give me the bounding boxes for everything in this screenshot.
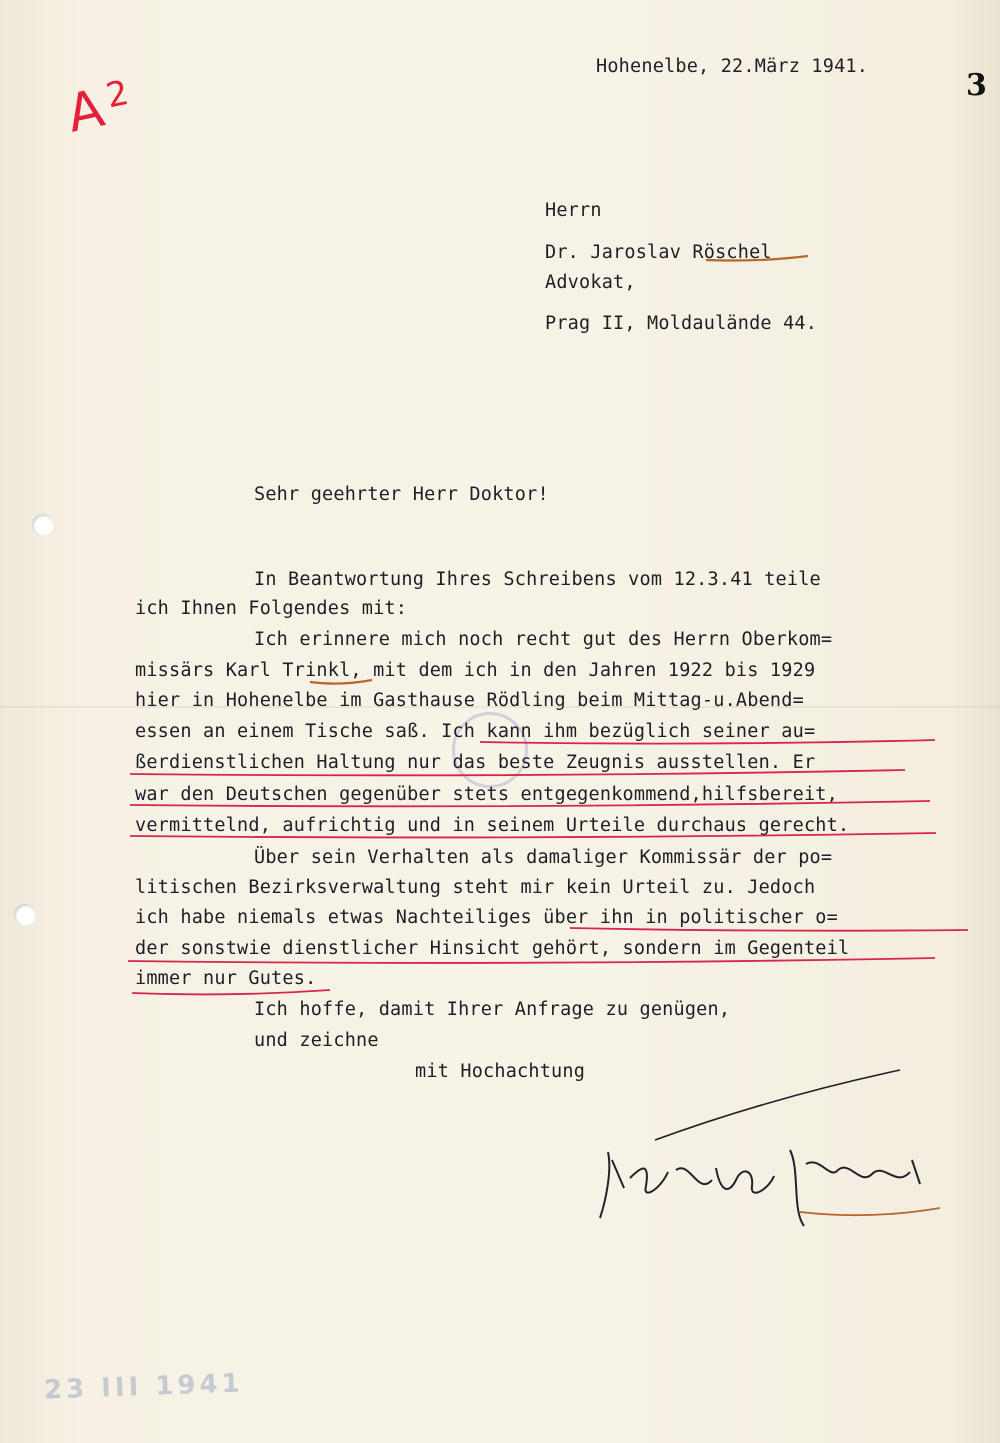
red-annotation-number: 2 <box>102 72 133 117</box>
underline-name <box>706 256 808 261</box>
underline-red <box>128 958 935 963</box>
recipient-profession: Advokat, <box>545 272 636 293</box>
greeting: Sehr geehrter Herr Doktor! <box>254 484 549 505</box>
underline-red <box>570 928 968 931</box>
body-line: essen an einem Tische saß. Ich kann ihm bezüglich seiner au= <box>135 721 816 742</box>
underline-red <box>130 770 905 775</box>
body-line: litischen Bezirksverwaltung steht mir kein Urteil zu. Jedoch <box>135 877 816 898</box>
signature-stroke <box>655 1070 900 1140</box>
body-line: der sonstwie dienstlicher Hinsicht gehört, sondern im Gegenteil <box>135 938 850 959</box>
underline-red <box>132 990 330 994</box>
body-line: missärs Karl Trinkl, mit dem ich in den Jahren 1922 bis 1929 <box>135 660 816 681</box>
receipt-stamp: 23 III 1941 <box>43 1368 245 1406</box>
body-line: und zeichne <box>254 1030 379 1051</box>
body-line: In Beantwortung Ihres Schreibens vom 12.3.41 teile <box>254 569 821 590</box>
body-line: Ich hoffe, damit Ihrer Anfrage zu genügen, <box>254 999 731 1020</box>
underline-red <box>130 801 930 806</box>
recipient-address: Prag II, Moldauländе 44. <box>545 313 818 334</box>
underline-trinkl <box>310 680 372 684</box>
body-line: ich Ihnen Folgendes mit: <box>135 598 408 619</box>
body-line: immer nur Gutes. <box>135 968 317 989</box>
red-annotation-letter: A <box>62 78 110 145</box>
underline-red <box>130 833 936 837</box>
place-date: Hohenelbe, 22.März 1941. <box>596 56 869 77</box>
body-line: ich habe niemals etwas Nachteiliges über ihn in politischer o= <box>135 907 838 928</box>
body-line: hier in Hohenelbe im Gasthause Rödling beim Mittag-u.Abend= <box>135 690 804 711</box>
recipient-salutation: Herrn <box>545 200 602 221</box>
body-line: war den Deutschen gegenüber stets entgegenkommend,hilfsbereit, <box>135 784 838 805</box>
body-line: Ich erinnere mich noch recht gut des Herrn Oberkom= <box>254 629 833 650</box>
body-line: Über sein Verhalten als damaliger Kommissär der po= <box>254 847 833 868</box>
body-line: vermittelnd, aufrichtig und in seinem Urteile durchaus gerecht. <box>135 815 850 836</box>
page-number: 3 <box>966 68 987 103</box>
closing: mit Hochachtung <box>415 1061 586 1082</box>
underline-red <box>480 740 935 744</box>
body-line: ßerdienstlichen Haltung nur das beste Zeugnis ausstellen. Er <box>135 752 816 773</box>
underline-signature <box>800 1208 940 1215</box>
recipient-name: Dr. Jaroslav Röschel <box>545 242 772 263</box>
